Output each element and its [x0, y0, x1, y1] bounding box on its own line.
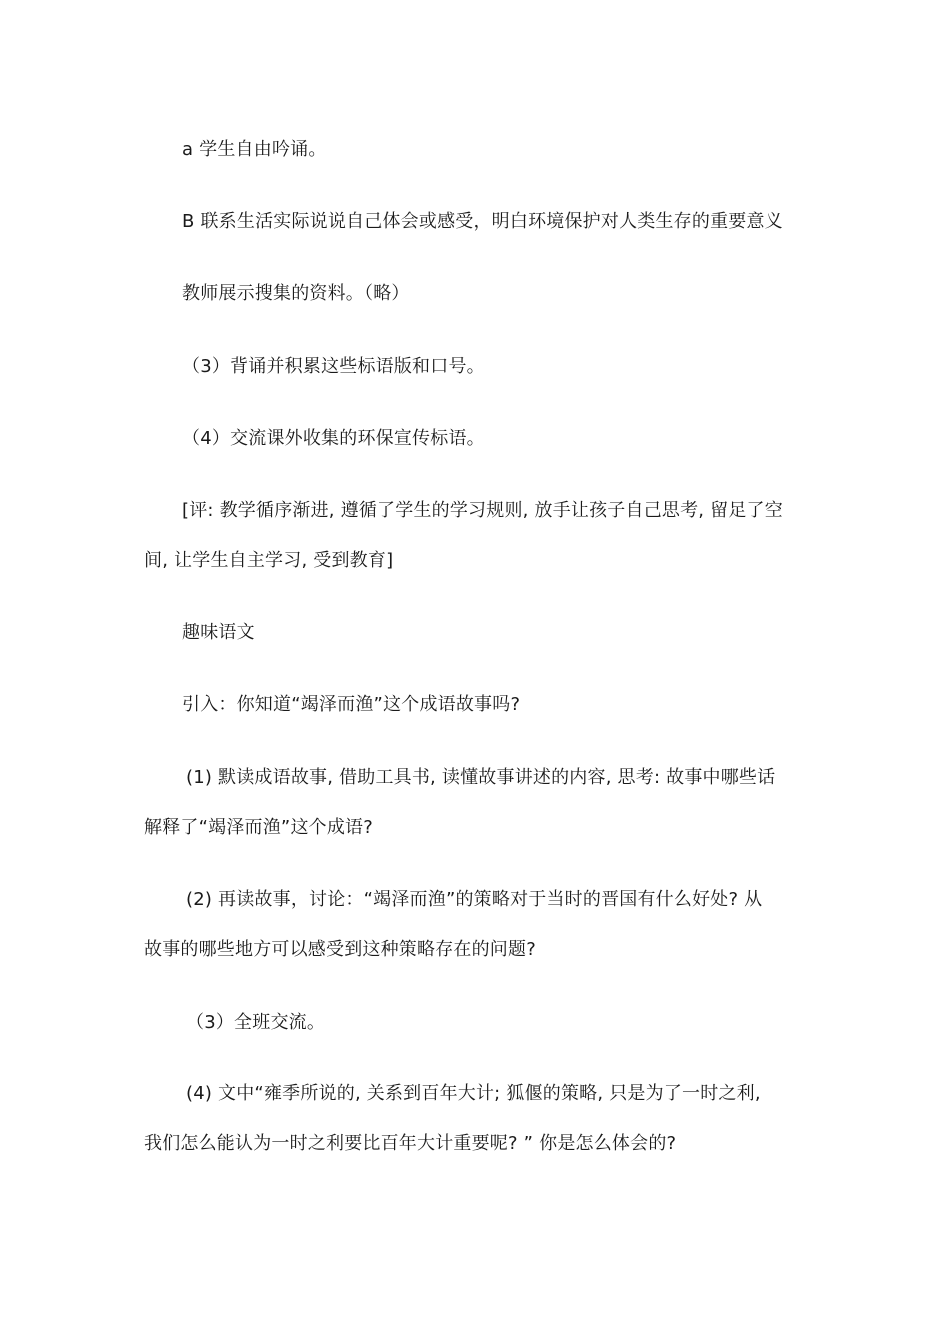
- paragraph-line: 间, 让学生自主学习, 受到教育]: [144, 550, 394, 571]
- paragraph-line: （4）交流课外收集的环保宣传标语。: [182, 428, 485, 449]
- paragraph-line: （3）背诵并积累这些标语版和口号。: [182, 356, 485, 377]
- paragraph-line: (4) 文中“雍季所说的, 关系到百年大计; 狐偃的策略, 只是为了一时之利,: [186, 1083, 761, 1104]
- paragraph-line: (2) 再读故事，讨论：“竭泽而渔”的策略对于当时的晋国有什么好处? 从: [186, 889, 763, 910]
- paragraph-line: (1) 默读成语故事, 借助工具书, 读懂故事讲述的内容, 思考: 故事中哪些话: [186, 767, 776, 788]
- paragraph-line: （3）全班交流。: [186, 1012, 326, 1033]
- paragraph-line: [评: 教学循序渐进, 遵循了学生的学习规则, 放手让孩子自己思考, 留足了空: [182, 500, 783, 521]
- paragraph-line: 解释了“竭泽而渔”这个成语?: [144, 817, 374, 838]
- section-heading: 趣味语文: [182, 622, 255, 643]
- paragraph-line: a 学生自由吟诵。: [182, 139, 327, 160]
- paragraph-line: 故事的哪些地方可以感受到这种策略存在的问题?: [144, 939, 536, 960]
- paragraph-line: 引入：你知道“竭泽而渔”这个成语故事吗?: [182, 694, 521, 715]
- paragraph-line: 教师展示搜集的资料。（略）: [182, 283, 410, 304]
- paragraph-line: 我们怎么能认为一时之利要比百年大计重要呢? ” 你是怎么体会的?: [144, 1133, 677, 1154]
- paragraph-line: B 联系生活实际说说自己体会或感受，明白环境保护对人类生存的重要意义: [182, 211, 783, 232]
